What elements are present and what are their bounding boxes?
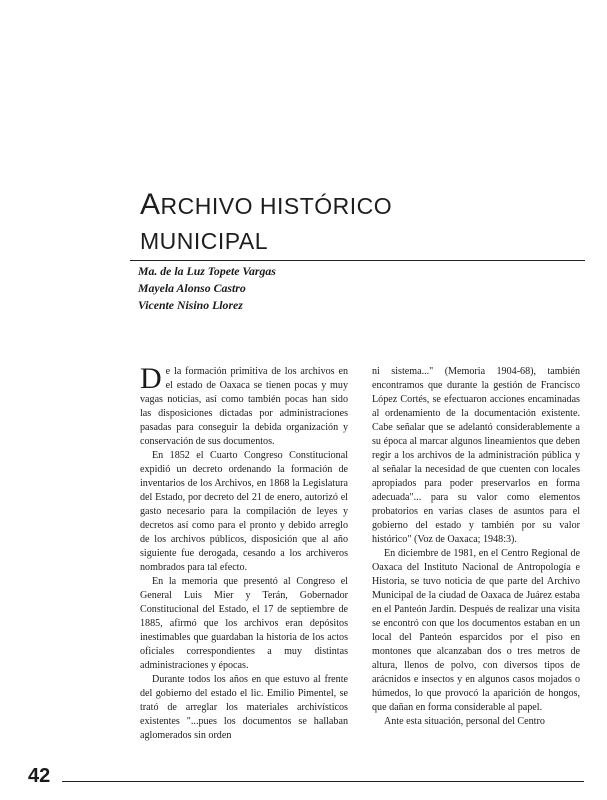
page-number: 42 [28, 765, 51, 787]
article-title [140, 188, 580, 258]
body-paragraph: Durante todos los años en que estuvo al frente del gobierno del estado el lic. Emilio Pimentel, se trató de arreglar los materiales archivísticos existentes "...pues los documentos se hallaban aglomerados sin orden [140, 674, 348, 741]
footer-rule [62, 781, 584, 782]
author-list [138, 263, 438, 314]
body-paragraph: En la memoria que presentó al Congreso el General Luis Mier y Terán, Gobernador Constitucional del Estado, el 17 de septiembre de 1885, afirmó que los archivos eran depósitos inestimables que guardaban la historia de los actos oficiales correspondientes a muy distintas administraciones y épocas. [140, 576, 348, 671]
title-line-1 [140, 188, 580, 223]
body-paragraph: ni sistema..." (Memoria 1904-68), también encontramos que durante la gestión de Francisco López Cortés, se efectuaron acciones encaminadas al ordenamiento de la documentación existente. Cabe señalar que se adelantó considerablemente a su época al marcar algunos lineamientos que deben regir a los archivos de la administración pública y al señalar la necesidad de que cuenten con locales apropiados para poder preservarlos en forma adecuada"... para su valor como elementos probatorios en varias clases de asuntos para el gobierno del estado y también por su valor histórico" (Voz de Oaxaca; 1948:3). [372, 366, 580, 545]
left-column [140, 362, 348, 743]
right-column [372, 365, 580, 729]
drop-cap: D [140, 362, 162, 395]
author-name: Vicente Nisino Llorez [138, 298, 243, 312]
author-name: Ma. de la Luz Topete Vargas [138, 264, 276, 278]
title-text-2: MUNICIPAL [140, 228, 269, 254]
title-line-2 [140, 223, 580, 258]
title-initial-a: A [140, 188, 161, 221]
title-accent-o: Ó [314, 193, 333, 219]
paragraph-text: e la formación primitiva de los archivos en el estado de Oaxaca se tienen pocas y muy vagas noticias, así como también pocas han sido las disposiciones dictadas por administraciones pasadas para conseguir la debida organización y conservación de sus documentos. [140, 366, 348, 447]
body-paragraph: Ante esta situación, personal del Centro [384, 716, 545, 727]
title-rule [130, 260, 585, 261]
body-paragraph [140, 362, 348, 449]
author-name: Mayela Alonso Castro [138, 281, 246, 295]
body-paragraph: En diciembre de 1981, en el Centro Regional de Oaxaca del Instituto Nacional de Antropología e Historia, se tuvo noticia de que parte del Archivo Municipal de la ciudad de Oaxaca de Juárez estaba en el Panteón Jardín. Después de realizar una visita se encontró con que los documentos estaban en un local del Panteón esparcidos por el piso en montones que alcanzaban dos o tres metros de altura, llenos de polvo, con diversos tipos de arácnidos e insectos y en algunos casos mojados o húmedos, lo que provocó la aparición de hongos, que dañan en forma considerable al papel. [372, 548, 580, 713]
title-text-1b: RICO [332, 193, 393, 219]
body-paragraph: En 1852 el Cuarto Congreso Constitucional expidió un decreto ordenando la formación de inventarios de los Archivos, en 1868 la Legislatura del Estado, por decreto del 21 de enero, autorizó el gasto necesario para la compilación de leyes y decretos así como para el pronto y debido arreglo de los archivos públicos, disposición que al año siguiente fue derogada, cesando a los archiveros nombrados para tal efecto. [140, 450, 348, 573]
title-text-1a: RCHIVO HIST [160, 193, 315, 219]
